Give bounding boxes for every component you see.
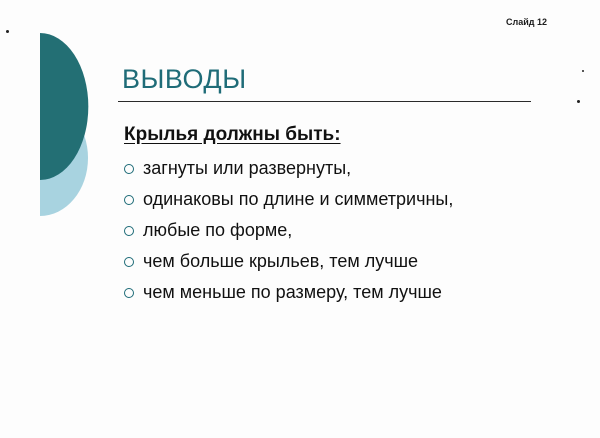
bullet-icon bbox=[124, 195, 134, 205]
bullet-item bbox=[124, 277, 453, 308]
bullet-icon bbox=[124, 226, 134, 236]
bullet-icon bbox=[124, 257, 134, 267]
bullet-text: одинаковы по длине и симметричны, bbox=[143, 189, 454, 209]
scan-speck bbox=[582, 70, 584, 72]
slide-title: ВЫВОДЫ bbox=[122, 64, 247, 94]
bullet-text: чем меньше по размеру, тем лучше bbox=[143, 282, 442, 302]
bullet-icon bbox=[124, 288, 134, 298]
scan-speck bbox=[577, 100, 580, 103]
bullet-item bbox=[124, 153, 453, 184]
title-divider bbox=[118, 101, 531, 102]
bullet-item bbox=[124, 246, 453, 277]
slide-subtitle: Крылья должны быть: bbox=[124, 124, 341, 145]
scan-speck bbox=[6, 30, 9, 33]
bullet-item bbox=[124, 184, 453, 215]
bullet-text: загнуты или развернуты, bbox=[143, 158, 352, 178]
slide-number: Слайд 12 bbox=[506, 17, 547, 27]
bullet-icon bbox=[124, 164, 134, 174]
bullet-text: чем больше крыльев, тем лучше bbox=[143, 251, 419, 271]
bullet-text: любые по форме, bbox=[143, 220, 293, 240]
bullet-list bbox=[124, 153, 453, 308]
decorative-arcs bbox=[0, 0, 120, 230]
bullet-item bbox=[124, 215, 453, 246]
